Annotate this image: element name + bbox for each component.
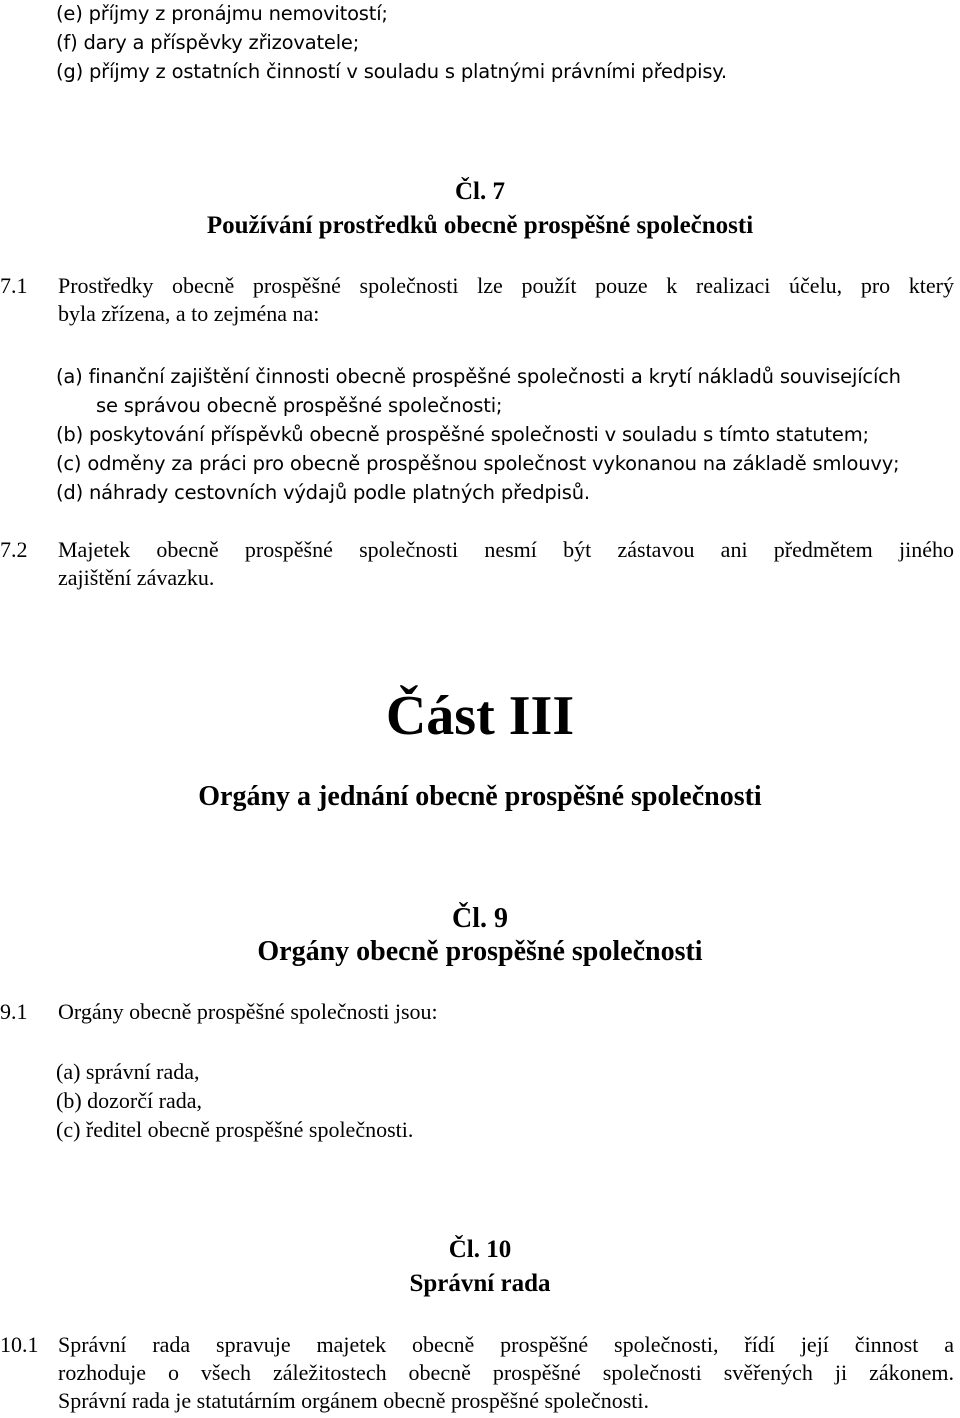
article-7-title: Používání prostředků obecně prospěšné společnosti bbox=[206, 212, 754, 239]
paragraph-10-1-line: rozhoduje o všech záležitostech obecně prospěšné společnosti svěřených ji zákonem. bbox=[58, 1360, 954, 1385]
paragraph-number: 7.1 bbox=[0, 273, 28, 298]
paragraph-10-1-line: Správní rada spravuje majetek obecně prospěšné společnosti, řídí její činnost a bbox=[58, 1332, 954, 1357]
article-10-heading: Čl. 10 bbox=[448, 1236, 512, 1263]
list-item: (a) finanční zajištění činnosti obecně prospěšné společnosti a krytí nákladů souvisejících bbox=[56, 365, 901, 388]
part-heading: Část III bbox=[385, 685, 575, 747]
list-item: se správou obecně prospěšné společnosti; bbox=[96, 394, 503, 417]
article-9-title: Orgány obecně prospěšné společnosti bbox=[257, 936, 703, 967]
list-item: (b) poskytování příspěvků obecně prospěšné společnosti v souladu s tímto statutem; bbox=[56, 423, 869, 446]
paragraph-number: 7.2 bbox=[0, 537, 28, 562]
paragraph-7-1-line: byla zřízena, a to zejména na: bbox=[58, 301, 320, 326]
paragraph-number: 9.1 bbox=[0, 999, 28, 1024]
paragraph-9-1-text: Orgány obecně prospěšné společnosti jsou: bbox=[58, 999, 438, 1024]
article-10-title: Správní rada bbox=[409, 1270, 551, 1297]
paragraph-number: 10.1 bbox=[0, 1332, 39, 1357]
article-9-heading: Čl. 9 bbox=[452, 903, 508, 934]
part-title: Orgány a jednání obecně prospěšné společnosti bbox=[198, 781, 762, 812]
paragraph-7-1-line: Prostředky obecně prospěšné společnosti lze použít pouze k realizaci účelu, pro který bbox=[58, 273, 954, 298]
list-item: (b) dozorčí rada, bbox=[56, 1088, 202, 1113]
article-7-heading: Čl. 7 bbox=[455, 178, 505, 205]
list-item: (f) dary a příspěvky zřizovatele; bbox=[56, 31, 360, 54]
list-item: (c) odměny za práci pro obecně prospěšnou společnost vykonanou na základě smlouvy; bbox=[56, 452, 900, 475]
list-item: (d) náhrady cestovních výdajů podle platných předpisů. bbox=[56, 481, 590, 504]
paragraph-7-2-line: Majetek obecně prospěšné společnosti nesmí být zástavou ani předmětem jiného bbox=[58, 537, 954, 562]
list-item: (a) správní rada, bbox=[56, 1059, 200, 1084]
paragraph-7-2-line: zajištění závazku. bbox=[58, 565, 215, 590]
list-item: (c) ředitel obecně prospěšné společnosti. bbox=[56, 1117, 414, 1142]
paragraph-10-1-line: Správní rada je statutárním orgánem obecně prospěšné společnosti. bbox=[58, 1388, 649, 1413]
list-item: (e) příjmy z pronájmu nemovitostí; bbox=[56, 2, 388, 25]
list-item: (g) příjmy z ostatních činností v souladu s platnými právními předpisy. bbox=[56, 60, 727, 83]
